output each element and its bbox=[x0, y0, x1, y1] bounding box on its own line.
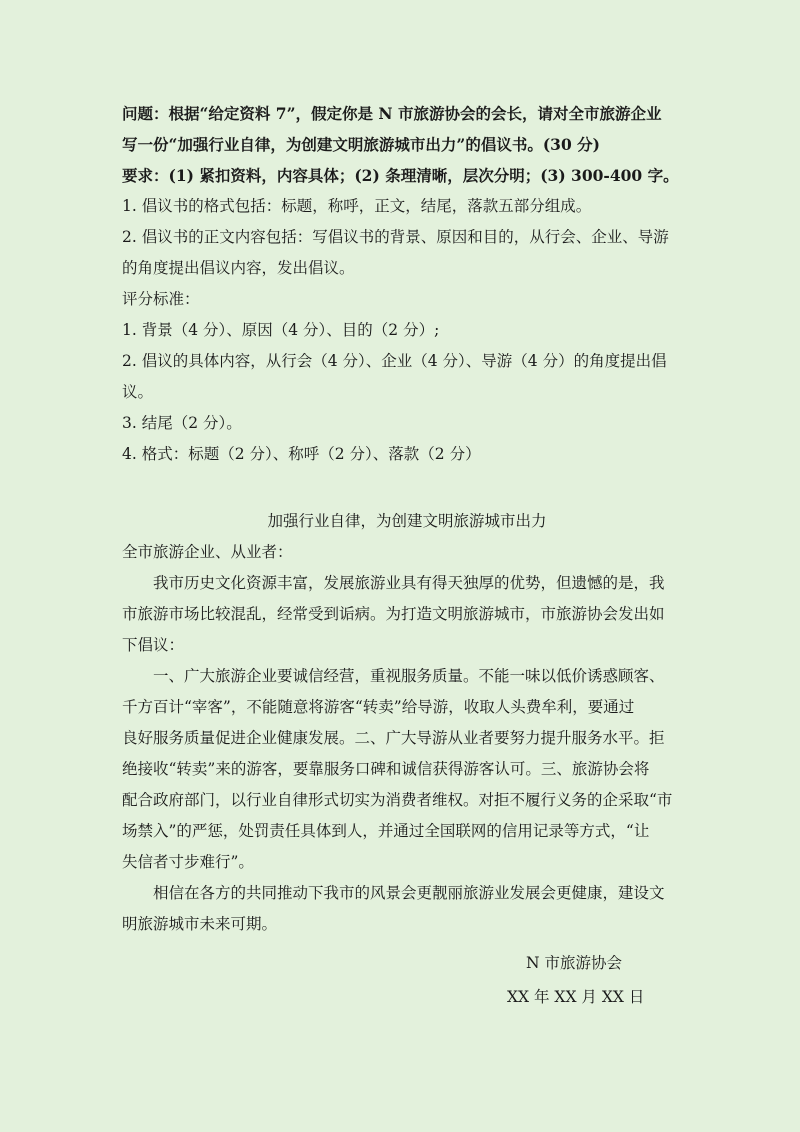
essay-paragraph-3 bbox=[122, 878, 692, 940]
essay-paragraph-line: 相信在各方的共同推动下我市的风景会更靓丽旅游业发展会更健康，建设文 bbox=[153, 884, 665, 902]
essay-paragraph-line: 下倡议： bbox=[122, 636, 185, 654]
notes-item-2-line-2: 的角度提出倡议内容，发出倡议。 bbox=[122, 259, 355, 277]
essay-paragraph-line: 配合政府部门，以行业自律形式切实为消费者维权。对拒不履行义务的企采取“市 bbox=[122, 791, 673, 809]
scoring-item-3: 3. 结尾（2 分）。 bbox=[122, 414, 242, 432]
question-line-2: 写一份“加强行业自律，为创建文明旅游城市出力”的倡议书。(30 分) bbox=[122, 135, 600, 154]
scoring-item-2-line-1: 2. 倡议的具体内容，从行会（4 分）、企业（4 分）、导游（4 分）的角度提出倡 bbox=[122, 352, 667, 370]
essay-date: XX 年 XX 月 XX 日 bbox=[507, 988, 645, 1006]
essay-paragraph-1 bbox=[122, 568, 692, 661]
essay-paragraph-line: 我市历史文化资源丰富，发展旅游业具有得天独厚的优势，但遗憾的是，我 bbox=[153, 574, 665, 592]
scoring-item-1: 1. 背景（4 分）、原因（4 分）、目的（2 分）; bbox=[122, 321, 440, 339]
essay-paragraph-line: 千方百计“宰客”，不能随意将游客“转卖”给导游，收取人头费牟利，要通过 bbox=[122, 698, 635, 716]
scoring-item-4: 4. 格式：标题（2 分）、称呼（2 分）、落款（2 分） bbox=[122, 445, 481, 463]
scoring-heading: 评分标准： bbox=[122, 290, 200, 308]
essay-signature: N 市旅游协会 bbox=[526, 954, 622, 972]
essay-paragraph-line: 绝接收“转卖”来的游客，要靠服务口碑和诚信获得游客认可。三、旅游协会将 bbox=[122, 760, 650, 778]
essay-paragraph-line: 良好服务质量促进企业健康发展。二、广大导游从业者要努力提升服务水平。拒 bbox=[122, 729, 665, 747]
scoring-item-2-line-2: 议。 bbox=[122, 383, 154, 401]
essay-paragraph-line: 场禁入”的严惩，处罚责任具体到人，并通过全国联网的信用记录等方式，“让 bbox=[122, 822, 650, 840]
question-section bbox=[122, 98, 692, 470]
essay-title: 加强行业自律，为创建文明旅游城市出力 bbox=[267, 512, 547, 530]
essay-paragraph-2 bbox=[122, 661, 692, 878]
essay-paragraph-line: 一、广大旅游企业要诚信经营，重视服务质量。不能一味以低价诱惑顾客、 bbox=[153, 667, 665, 685]
notes-item-1: 1. 倡议书的格式包括：标题，称呼，正文，结尾，落款五部分组成。 bbox=[122, 197, 592, 215]
question-line-1: 问题：根据“给定资料 7”，假定你是 N 市旅游协会的会长，请对全市旅游企业 bbox=[122, 104, 662, 123]
requirements-line: 要求：(1) 紧扣资料，内容具体；(2) 条理清晰，层次分明；(3) 300-400 字。 bbox=[122, 166, 679, 185]
essay-section bbox=[122, 506, 692, 940]
essay-salutation: 全市旅游企业、从业者： bbox=[122, 543, 293, 561]
notes-item-2-line-1: 2. 倡议书的正文内容包括：写倡议书的背景、原因和目的，从行会、企业、导游 bbox=[122, 228, 669, 246]
essay-paragraph-line: 市旅游市场比较混乱，经常受到诟病。为打造文明旅游城市，市旅游协会发出如 bbox=[122, 605, 665, 623]
essay-paragraph-line: 明旅游城市未来可期。 bbox=[122, 915, 278, 933]
essay-paragraph-line: 失信者寸步难行”。 bbox=[122, 853, 254, 871]
